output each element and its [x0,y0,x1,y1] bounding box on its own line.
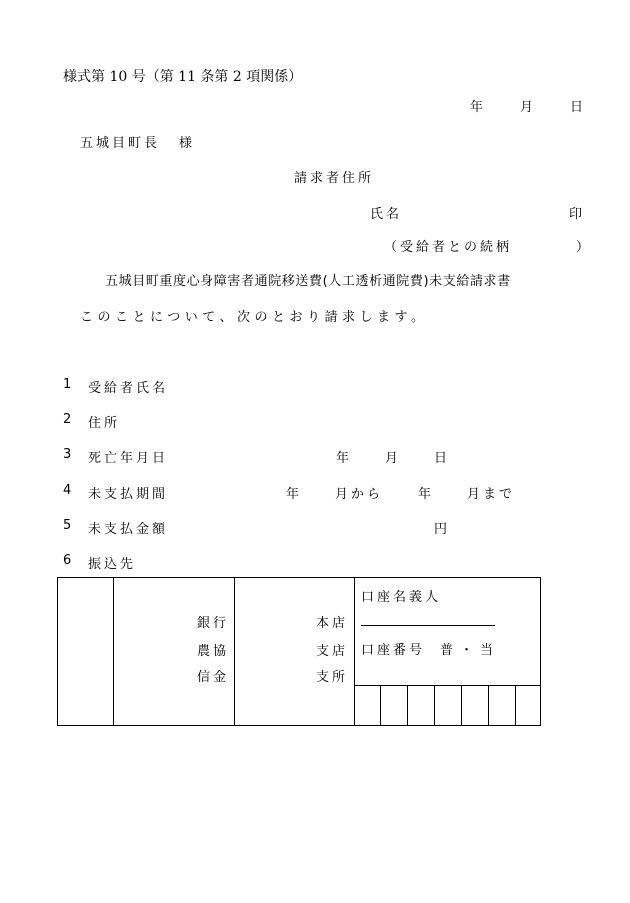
bank-transfer-table [57,577,541,726]
account-holder-label: 口座名義人 [361,590,442,605]
item-6-label: 振込先 [88,557,137,572]
digit-divider [434,685,435,725]
digit-divider [407,685,408,725]
item-3-month: 月 [385,451,400,466]
account-kind: 普・当 [440,643,501,658]
addressee-name: 五城目町長 [80,136,161,151]
account-number-row-top [354,685,540,686]
item-5-unit: 円 [434,522,449,537]
item-4-year-from: 年 [286,487,301,502]
item-3-number: 3 [63,447,73,462]
item-1-number: 1 [63,377,73,392]
date-day-label: 日 [570,100,585,115]
item-2-number: 2 [63,412,73,427]
addressee-honorific: 様 [179,136,196,151]
item-3-day: 日 [434,451,449,466]
requester-address-label: 請求者住所 [294,171,375,186]
item-4-month-to: 月まで [467,487,516,502]
digit-divider [488,685,489,725]
institution-type-ja: 農協 [197,644,230,659]
institution-type-shinkin: 信金 [197,670,230,685]
item-1-label: 受給者氏名 [88,381,169,396]
item-4-label: 未支払期間 [88,487,169,502]
account-number-label: 口座番号 [361,643,426,658]
digit-divider [461,685,462,725]
table-divider [354,578,355,725]
branch-type-branch: 支店 [316,644,349,659]
item-4-year-to: 年 [418,487,433,502]
date-month-label: 月 [520,100,535,115]
date-year-label: 年 [470,100,485,115]
request-statement: このことについて、次のとおり請求します。 [80,310,429,325]
table-divider [113,578,114,725]
item-2-label: 住所 [88,416,121,431]
relation-close: ） [576,240,591,255]
institution-type-bank: 銀行 [197,616,230,631]
item-5-label: 未支払金額 [88,522,169,537]
relation-label: （受給者との続柄 [384,240,513,255]
branch-type-office: 支所 [316,670,349,685]
item-5-number: 5 [63,518,73,533]
item-6-number: 6 [63,553,73,568]
table-divider [234,578,235,725]
item-4-month-from: 月から [335,487,384,502]
seal-mark: 印 [569,207,584,222]
branch-type-main: 本店 [316,616,349,631]
item-4-number: 4 [63,483,73,498]
digit-divider [380,685,381,725]
document-title: 五城目町重度心身障害者通院移送費(人工透析通院費)未支給請求書 [105,274,511,289]
form-number: 様式第 10 号（第 11 条第 2 項関係） [63,69,303,85]
account-holder-underline [361,625,495,626]
requester-name-label: 氏名 [370,207,403,222]
item-3-year: 年 [336,451,351,466]
digit-divider [515,685,516,725]
item-3-label: 死亡年月日 [88,451,169,466]
